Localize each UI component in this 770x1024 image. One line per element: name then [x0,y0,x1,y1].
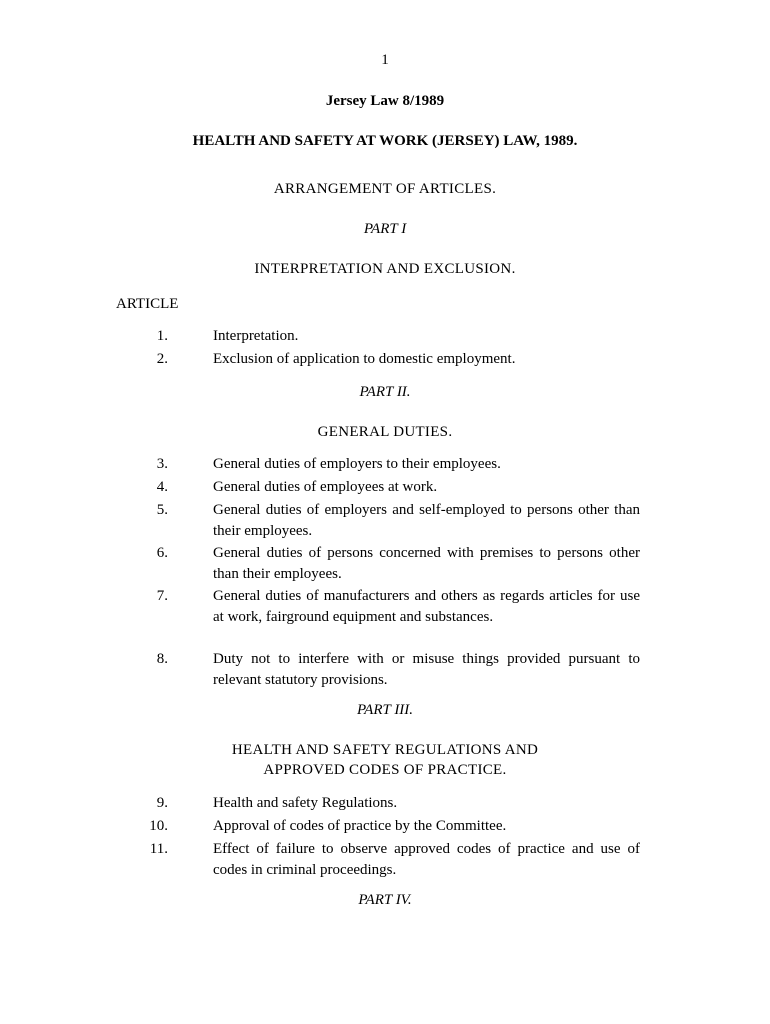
article-number: 1. [156,328,168,344]
article-number: 10. [149,818,168,834]
part-3-label: PART III. [356,702,414,718]
part-1-label: PART I [363,221,407,237]
article-title: Exclusion of application to domestic employment. [213,351,516,367]
article-title: General duties of employees at work. [213,479,438,495]
article-title: Health and safety Regulations. [213,795,398,811]
article-title: General duties of employers and self-employed to persons other than their employees. [213,502,640,539]
article-number: 2. [156,351,168,367]
article-number: 7. [156,588,168,604]
article-number: 6. [156,545,168,561]
article-number: 3. [156,456,168,472]
article-number: 8. [156,651,168,667]
article-number: 4. [156,479,168,495]
law-number: Jersey Law 8/1989 [325,93,445,109]
article-title: Duty not to interfere with or misuse things provided pursuant to relevant statutory provisions. [213,651,640,688]
part-2-label: PART II. [359,384,411,400]
page-number: 1 [381,52,389,68]
article-title: Interpretation. [213,328,299,344]
part-1-title: INTERPRETATION AND EXCLUSION. [254,261,516,277]
article-title: General duties of manufacturers and others as regards articles for use at work, fairground equipment and substances. [213,588,640,625]
part-2-title: GENERAL DUTIES. [317,424,453,440]
law-title: HEALTH AND SAFETY AT WORK (JERSEY) LAW, 1989. [192,133,578,149]
part-4-label: PART IV. [358,892,412,908]
article-title: General duties of employers to their employees. [213,456,501,472]
article-column-label: ARTICLE [116,296,179,312]
article-title: General duties of persons concerned with premises to persons other than their employees. [213,545,640,582]
article-number: 9. [156,795,168,811]
article-number: 5. [156,502,168,518]
article-title: Effect of failure to observe approved codes of practice and use of codes in criminal proceedings. [213,841,640,878]
part-3-title [0,740,770,780]
part-3-title-line-2: APPROVED CODES OF PRACTICE. [263,762,507,778]
part-3-title-line-1: HEALTH AND SAFETY REGULATIONS AND [231,742,539,758]
article-title: Approval of codes of practice by the Committee. [213,818,507,834]
arrangement-heading: ARRANGEMENT OF ARTICLES. [273,181,497,197]
article-number: 11. [149,841,168,857]
